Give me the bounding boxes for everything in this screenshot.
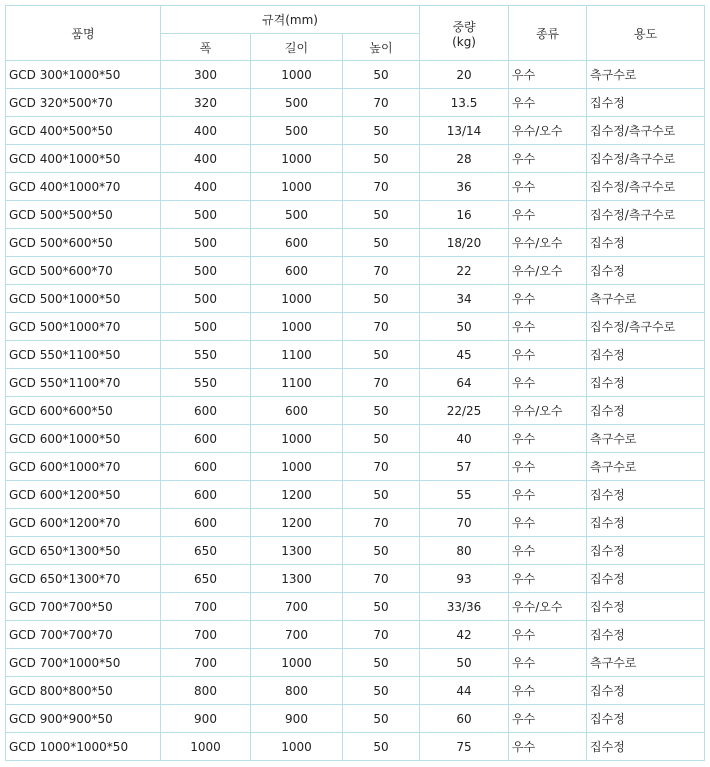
cell-name: GCD 500*600*50 (6, 229, 161, 257)
table-row (6, 229, 705, 257)
cell-length: 600 (251, 257, 343, 285)
cell-weight: 42 (420, 621, 509, 649)
cell-type: 우수/오수 (509, 257, 587, 285)
table-row (6, 705, 705, 733)
header-type: 종류 (509, 6, 587, 61)
cell-weight: 70 (420, 509, 509, 537)
cell-name: GCD 500*500*50 (6, 201, 161, 229)
cell-width: 700 (161, 621, 251, 649)
cell-name: GCD 600*1000*70 (6, 453, 161, 481)
cell-width: 600 (161, 397, 251, 425)
cell-height: 70 (343, 509, 420, 537)
cell-width: 600 (161, 453, 251, 481)
table-row (6, 145, 705, 173)
cell-length: 500 (251, 89, 343, 117)
cell-height: 70 (343, 453, 420, 481)
cell-height: 50 (343, 481, 420, 509)
table-row (6, 117, 705, 145)
cell-usage: 집수정/측구수로 (587, 173, 705, 201)
cell-width: 650 (161, 537, 251, 565)
cell-usage: 측구수로 (587, 649, 705, 677)
cell-name: GCD 500*1000*50 (6, 285, 161, 313)
cell-weight: 45 (420, 341, 509, 369)
table-row (6, 397, 705, 425)
cell-height: 70 (343, 565, 420, 593)
cell-weight: 55 (420, 481, 509, 509)
cell-name: GCD 400*1000*50 (6, 145, 161, 173)
cell-height: 70 (343, 313, 420, 341)
cell-name: GCD 700*700*70 (6, 621, 161, 649)
header-spec: 규격(mm) (161, 6, 420, 34)
cell-name: GCD 300*1000*50 (6, 61, 161, 89)
cell-length: 1100 (251, 341, 343, 369)
cell-name: GCD 600*1200*70 (6, 509, 161, 537)
cell-name: GCD 400*500*50 (6, 117, 161, 145)
cell-weight: 50 (420, 649, 509, 677)
cell-height: 70 (343, 89, 420, 117)
header-width: 폭 (161, 34, 251, 61)
cell-name: GCD 600*600*50 (6, 397, 161, 425)
cell-length: 800 (251, 677, 343, 705)
cell-name: GCD 900*900*50 (6, 705, 161, 733)
cell-usage: 집수정/측구수로 (587, 117, 705, 145)
cell-weight: 36 (420, 173, 509, 201)
cell-type: 우수 (509, 509, 587, 537)
cell-weight: 28 (420, 145, 509, 173)
cell-height: 50 (343, 229, 420, 257)
cell-height: 70 (343, 369, 420, 397)
cell-usage: 집수정 (587, 89, 705, 117)
cell-length: 1000 (251, 173, 343, 201)
cell-length: 500 (251, 201, 343, 229)
table-row (6, 201, 705, 229)
cell-type: 우수/오수 (509, 397, 587, 425)
cell-length: 1200 (251, 481, 343, 509)
cell-width: 650 (161, 565, 251, 593)
table-row (6, 481, 705, 509)
cell-width: 320 (161, 89, 251, 117)
table-row (6, 537, 705, 565)
cell-height: 50 (343, 705, 420, 733)
header-length: 길이 (251, 34, 343, 61)
table-body (6, 61, 705, 761)
product-spec-table (5, 5, 705, 761)
cell-width: 400 (161, 173, 251, 201)
cell-type: 우수 (509, 425, 587, 453)
cell-type: 우수 (509, 89, 587, 117)
cell-weight: 33/36 (420, 593, 509, 621)
cell-height: 50 (343, 677, 420, 705)
cell-usage: 집수정 (587, 257, 705, 285)
cell-name: GCD 500*600*70 (6, 257, 161, 285)
cell-height: 50 (343, 285, 420, 313)
cell-usage: 집수정/측구수로 (587, 145, 705, 173)
table-row (6, 565, 705, 593)
cell-length: 500 (251, 117, 343, 145)
cell-name: GCD 550*1100*50 (6, 341, 161, 369)
cell-width: 400 (161, 117, 251, 145)
table-row (6, 257, 705, 285)
cell-type: 우수 (509, 705, 587, 733)
cell-height: 50 (343, 733, 420, 761)
table-row (6, 649, 705, 677)
cell-type: 우수 (509, 313, 587, 341)
cell-usage: 집수정 (587, 481, 705, 509)
cell-width: 550 (161, 369, 251, 397)
cell-height: 50 (343, 537, 420, 565)
cell-type: 우수/오수 (509, 593, 587, 621)
cell-width: 500 (161, 313, 251, 341)
cell-type: 우수/오수 (509, 229, 587, 257)
cell-length: 1000 (251, 649, 343, 677)
cell-name: GCD 700*1000*50 (6, 649, 161, 677)
cell-usage: 측구수로 (587, 285, 705, 313)
table-header (6, 6, 705, 61)
cell-weight: 20 (420, 61, 509, 89)
cell-usage: 집수정 (587, 537, 705, 565)
cell-weight: 80 (420, 537, 509, 565)
product-spec-table-wrapper (5, 5, 705, 761)
cell-length: 1300 (251, 565, 343, 593)
cell-length: 600 (251, 229, 343, 257)
cell-usage: 집수정 (587, 705, 705, 733)
cell-height: 50 (343, 117, 420, 145)
cell-name: GCD 500*1000*70 (6, 313, 161, 341)
table-row (6, 313, 705, 341)
cell-usage: 집수정 (587, 565, 705, 593)
cell-length: 700 (251, 621, 343, 649)
cell-length: 900 (251, 705, 343, 733)
table-row (6, 677, 705, 705)
cell-length: 1000 (251, 425, 343, 453)
table-row (6, 369, 705, 397)
cell-weight: 93 (420, 565, 509, 593)
cell-height: 50 (343, 397, 420, 425)
cell-name: GCD 700*700*50 (6, 593, 161, 621)
cell-length: 1000 (251, 313, 343, 341)
cell-length: 700 (251, 593, 343, 621)
table-row (6, 593, 705, 621)
cell-name: GCD 320*500*70 (6, 89, 161, 117)
cell-height: 50 (343, 61, 420, 89)
cell-type: 우수 (509, 621, 587, 649)
cell-length: 1000 (251, 453, 343, 481)
table-row (6, 173, 705, 201)
table-row (6, 341, 705, 369)
cell-usage: 집수정 (587, 677, 705, 705)
cell-usage: 집수정 (587, 621, 705, 649)
cell-weight: 34 (420, 285, 509, 313)
cell-usage: 측구수로 (587, 425, 705, 453)
cell-weight: 75 (420, 733, 509, 761)
cell-type: 우수 (509, 733, 587, 761)
cell-length: 600 (251, 397, 343, 425)
cell-width: 700 (161, 593, 251, 621)
cell-width: 500 (161, 285, 251, 313)
cell-type: 우수 (509, 481, 587, 509)
cell-type: 우수 (509, 341, 587, 369)
cell-name: GCD 650*1300*70 (6, 565, 161, 593)
cell-type: 우수 (509, 201, 587, 229)
cell-name: GCD 600*1000*50 (6, 425, 161, 453)
cell-weight: 50 (420, 313, 509, 341)
cell-width: 600 (161, 425, 251, 453)
cell-usage: 집수정 (587, 369, 705, 397)
cell-height: 70 (343, 621, 420, 649)
cell-height: 50 (343, 201, 420, 229)
table-row (6, 453, 705, 481)
cell-weight: 16 (420, 201, 509, 229)
table-row (6, 425, 705, 453)
table-row (6, 61, 705, 89)
cell-width: 700 (161, 649, 251, 677)
cell-weight: 18/20 (420, 229, 509, 257)
table-row (6, 285, 705, 313)
cell-type: 우수/오수 (509, 117, 587, 145)
cell-height: 70 (343, 257, 420, 285)
cell-weight: 44 (420, 677, 509, 705)
cell-weight: 40 (420, 425, 509, 453)
cell-type: 우수 (509, 453, 587, 481)
cell-type: 우수 (509, 565, 587, 593)
cell-width: 900 (161, 705, 251, 733)
cell-usage: 집수정 (587, 229, 705, 257)
cell-weight: 13/14 (420, 117, 509, 145)
cell-type: 우수 (509, 537, 587, 565)
cell-usage: 집수정/측구수로 (587, 201, 705, 229)
cell-usage: 집수정 (587, 733, 705, 761)
cell-type: 우수 (509, 145, 587, 173)
table-row (6, 509, 705, 537)
cell-length: 1200 (251, 509, 343, 537)
cell-length: 1000 (251, 145, 343, 173)
cell-type: 우수 (509, 285, 587, 313)
cell-usage: 측구수로 (587, 61, 705, 89)
cell-usage: 측구수로 (587, 453, 705, 481)
header-height: 높이 (343, 34, 420, 61)
table-row (6, 89, 705, 117)
cell-usage: 집수정/측구수로 (587, 313, 705, 341)
table-row (6, 621, 705, 649)
header-weight-label: 중량 (452, 19, 476, 34)
cell-height: 50 (343, 649, 420, 677)
cell-length: 1300 (251, 537, 343, 565)
cell-name: GCD 650*1300*50 (6, 537, 161, 565)
cell-width: 550 (161, 341, 251, 369)
cell-type: 우수 (509, 61, 587, 89)
header-usage: 용도 (587, 6, 705, 61)
cell-width: 500 (161, 257, 251, 285)
cell-name: GCD 1000*1000*50 (6, 733, 161, 761)
header-name: 품명 (6, 6, 161, 61)
cell-type: 우수 (509, 649, 587, 677)
cell-height: 70 (343, 173, 420, 201)
cell-width: 1000 (161, 733, 251, 761)
cell-type: 우수 (509, 677, 587, 705)
cell-usage: 집수정 (587, 397, 705, 425)
header-weight-unit: (kg) (452, 34, 476, 49)
cell-usage: 집수정 (587, 341, 705, 369)
cell-length: 1100 (251, 369, 343, 397)
cell-weight: 60 (420, 705, 509, 733)
cell-name: GCD 400*1000*70 (6, 173, 161, 201)
cell-height: 50 (343, 341, 420, 369)
cell-height: 50 (343, 593, 420, 621)
table-row (6, 733, 705, 761)
cell-name: GCD 600*1200*50 (6, 481, 161, 509)
cell-width: 300 (161, 61, 251, 89)
cell-width: 800 (161, 677, 251, 705)
cell-width: 400 (161, 145, 251, 173)
cell-weight: 57 (420, 453, 509, 481)
cell-type: 우수 (509, 173, 587, 201)
cell-weight: 22 (420, 257, 509, 285)
cell-width: 500 (161, 229, 251, 257)
cell-height: 50 (343, 145, 420, 173)
cell-weight: 13.5 (420, 89, 509, 117)
cell-type: 우수 (509, 369, 587, 397)
cell-width: 600 (161, 481, 251, 509)
cell-length: 1000 (251, 733, 343, 761)
cell-width: 600 (161, 509, 251, 537)
cell-height: 50 (343, 425, 420, 453)
cell-width: 500 (161, 201, 251, 229)
cell-name: GCD 550*1100*70 (6, 369, 161, 397)
cell-usage: 집수정 (587, 593, 705, 621)
cell-usage: 집수정 (587, 509, 705, 537)
header-weight (420, 6, 509, 61)
cell-weight: 64 (420, 369, 509, 397)
cell-weight: 22/25 (420, 397, 509, 425)
cell-name: GCD 800*800*50 (6, 677, 161, 705)
cell-length: 1000 (251, 61, 343, 89)
cell-length: 1000 (251, 285, 343, 313)
